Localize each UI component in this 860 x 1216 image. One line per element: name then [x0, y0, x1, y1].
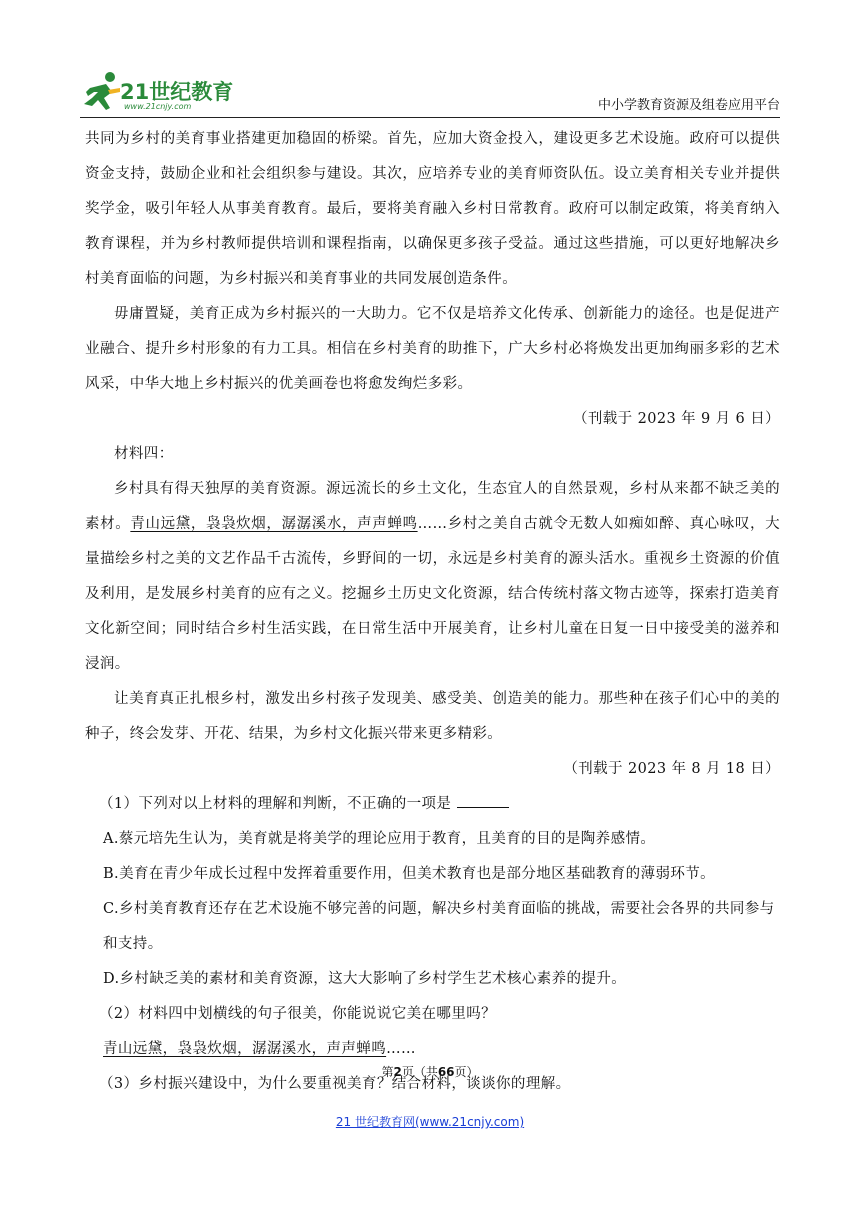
page-number	[0, 1063, 860, 1080]
text-run: ……乡村之美自古就令无数人如痴如醉、真心咏叹，大量描绘乡村之美的文艺作品千古流传，乡野间的一切，永远是乡村美育的源头活水。重视乡土资源的价值及利用，是发展乡村美育的应有之义。挖掘乡土历史文化资源，结合传统村落文物古迹等，探索打造美育文化新空间；同时结合乡村生活实践，在日常生活中开展美育，让乡村儿童在日复一日中接受美的滋养和浸润。	[85, 516, 780, 672]
platform-name: 中小学教育资源及组卷应用平台	[597, 98, 780, 113]
page-label: 页（共	[401, 1065, 438, 1079]
option-d: D.乡村缺乏美的素材和美育资源，这大大影响了乡村学生艺术核心素养的提升。	[103, 971, 627, 987]
material-heading: 材料四：	[114, 446, 174, 462]
page-label: 页）	[454, 1065, 479, 1079]
text-run: 乡村具有得天独厚的美育资源。源远流长的乡土文化，生态宜人的自然景观，乡村从来都不缺乏美的素材。	[85, 481, 780, 532]
option-b: B.美育在青少年成长过程中发挥着重要作用，但美术教育也是部分地区基础教育的薄弱环节。	[103, 866, 716, 882]
logo	[80, 66, 250, 114]
option-c-continued: 和支持。	[103, 936, 163, 952]
question-2: （2）材料四中划横线的句子很美，你能说说它美在哪里吗？	[99, 1006, 497, 1022]
option-a: A.蔡元培先生认为，美育就是将美学的理论应用于教育，且美育的目的是陶养感情。	[103, 831, 656, 847]
paragraph	[85, 472, 780, 682]
question-text: （1）下列对以上材料的理解和判断，不正确的一项是	[99, 796, 452, 812]
paragraph: 毋庸置疑，美育正成为乡村振兴的一大助力。它不仅是培养文化传承、创新能力的途径。也是促进产业融合、提升乡村形象的有力工具。相信在乡村美育的助推下，广大乡村必将焕发出更加绚丽多彩的艺术风采，中华大地上乡村振兴的优美画卷也将愈发绚烂多彩。	[85, 306, 780, 392]
question-1	[85, 787, 780, 822]
page-label: 第	[381, 1065, 394, 1079]
ellipsis: ……	[386, 1041, 416, 1057]
paragraph: 让美育真正扎根乡村，激发出乡村孩子发现美、感受美、创造美的能力。那些种在孩子们心中的美的种子，终会发芽、开花、结果，为乡村文化振兴带来更多精彩。	[85, 691, 780, 742]
document-body	[85, 122, 780, 1102]
site-link[interactable]: 21 世纪教育网(www.21cnjy.com)	[335, 1115, 525, 1129]
quoted-sentence	[85, 1032, 780, 1067]
page-header	[80, 66, 780, 118]
publication-date: （刊载于 2023 年 8 月 18 日）	[563, 761, 780, 777]
logo-url: www.21cnjy.com	[124, 102, 192, 111]
runner-icon	[80, 68, 124, 114]
total-pages: 66	[437, 1065, 455, 1079]
header-divider	[80, 117, 780, 118]
option-c: C.乡村美育教育还存在艺术设施不够完善的问题，解决乡村美育面临的挑战，需要社会各界的共同参与	[103, 901, 775, 917]
answer-blank	[457, 793, 509, 808]
underlined-quote: 青山远黛，袅袅炊烟，潺潺溪水，声声蝉鸣	[103, 1041, 387, 1057]
logo-text: 21世纪教育	[120, 80, 234, 104]
paragraph: 共同为乡村的美育事业搭建更加稳固的桥梁。首先，应加大资金投入，建设更多艺术设施。政府可以提供资金支持，鼓励企业和社会组织参与建设。其次，应培养专业的美育师资队伍。设立美育相关专业并提供奖学金，吸引年轻人从事美育教育。最后，要将美育融入乡村日常教育。政府可以制定政策，将美育纳入教育课程，并为乡村教师提供培训和课程指南，以确保更多孩子受益。通过这些措施，可以更好地解决乡村美育面临的问题，为乡村振兴和美育事业的共同发展创造条件。	[85, 131, 780, 287]
question-3: （3）乡村振兴建设中，为什么要重视美育？结合材料，谈谈你的理解。	[99, 1076, 571, 1092]
current-page: 2	[393, 1065, 402, 1079]
publication-date: （刊载于 2023 年 9 月 6 日）	[572, 411, 780, 427]
underlined-sentence: 青山远黛，袅袅炊烟，潺潺溪水，声声蝉鸣	[130, 516, 418, 532]
